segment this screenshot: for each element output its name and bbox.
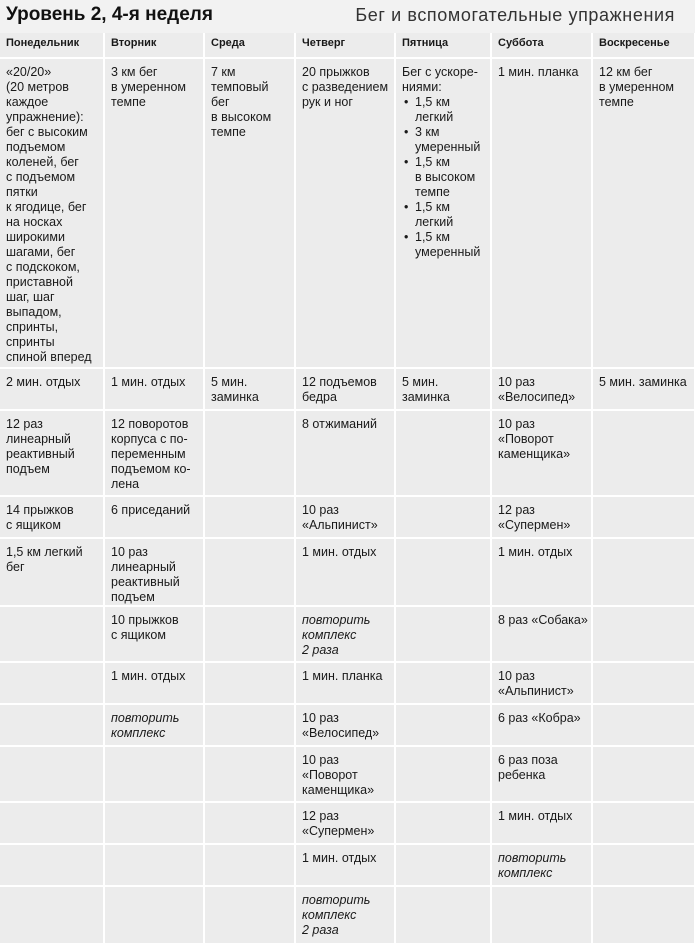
cell-text: повторить комплекс 2 раза	[302, 893, 371, 937]
cell-text: повторить комплекс 2 раза	[302, 613, 371, 657]
table-cell	[592, 368, 695, 410]
table-cell	[0, 886, 104, 944]
table-row	[0, 662, 695, 704]
table-cell	[204, 886, 295, 944]
column-header: Суббота	[491, 33, 592, 58]
table-cell	[0, 802, 104, 844]
table-row	[0, 844, 695, 886]
column-header: Понедельник	[0, 33, 104, 58]
table-cell	[104, 746, 204, 802]
page-title: Уровень 2, 4-я неделя	[6, 4, 213, 25]
table-cell	[0, 746, 104, 802]
table-cell	[104, 606, 204, 662]
table-cell	[592, 746, 695, 802]
table-cell	[592, 704, 695, 746]
table-cell	[592, 886, 695, 944]
table-cell	[204, 746, 295, 802]
table-cell	[104, 662, 204, 704]
table-row	[0, 496, 695, 538]
table-cell	[104, 538, 204, 606]
table-cell	[104, 58, 204, 368]
cell-text: 1,5 км легкий бег	[6, 545, 83, 574]
table-cell	[592, 58, 695, 368]
table-cell	[491, 496, 592, 538]
interval-item: • 1,5 км умеренный	[402, 230, 490, 260]
weekly-plan-table	[0, 33, 695, 945]
header-row	[0, 33, 695, 58]
table-cell	[491, 844, 592, 886]
table-cell	[592, 802, 695, 844]
cell-text: 10 раз «Альпинист»	[498, 669, 574, 698]
table-cell	[491, 58, 592, 368]
cell-text: повторить комплекс	[498, 851, 567, 880]
table-cell	[395, 704, 491, 746]
table-cell	[295, 802, 395, 844]
cell-text: 2 мин. отдых	[6, 375, 81, 389]
table-cell	[592, 538, 695, 606]
cell-text: 10 раз «Поворот каменщика»	[302, 753, 375, 797]
cell-text: 6 приседаний	[111, 503, 191, 517]
column-header: Среда	[204, 33, 295, 58]
cell-text: 5 мин. заминка	[599, 375, 687, 389]
table-cell	[295, 746, 395, 802]
table-cell	[104, 368, 204, 410]
cell-text: 8 отжиманий	[302, 417, 377, 431]
table-cell	[295, 58, 395, 368]
cell-text: 1 мин. планка	[302, 669, 383, 683]
cell-text: 1 мин. планка	[498, 65, 579, 79]
table-cell	[295, 886, 395, 944]
cell-text: 12 раз «Супермен»	[498, 503, 571, 532]
table-cell	[0, 606, 104, 662]
table-cell	[0, 662, 104, 704]
table-cell	[0, 844, 104, 886]
table-body	[0, 58, 695, 944]
table-cell	[295, 538, 395, 606]
table-cell	[491, 802, 592, 844]
table-row	[0, 368, 695, 410]
table-cell	[204, 662, 295, 704]
column-header: Вторник	[104, 33, 204, 58]
table-cell	[204, 496, 295, 538]
table-cell	[491, 538, 592, 606]
table-row	[0, 704, 695, 746]
table-cell	[104, 496, 204, 538]
cell-text: 1 мин. отдых	[498, 545, 573, 559]
cell-text: 10 раз «Велосипед»	[498, 375, 576, 404]
table-cell	[295, 368, 395, 410]
cell-text: 12 раз линеарный реактивный подъем	[6, 417, 75, 476]
table-cell	[395, 496, 491, 538]
table-cell	[295, 606, 395, 662]
table-cell	[0, 704, 104, 746]
table-cell	[491, 410, 592, 496]
page-header	[0, 0, 695, 33]
cell-text: 3 км бег в умеренном темпе	[111, 65, 187, 109]
cell-text: 1 мин. отдых	[498, 809, 573, 823]
cell-text: Бег с ускоре- ниями:	[402, 65, 478, 94]
table-cell	[204, 704, 295, 746]
cell-text: 14 прыжков с ящиком	[6, 503, 74, 532]
table-row	[0, 886, 695, 944]
table-cell	[491, 662, 592, 704]
table-cell	[0, 368, 104, 410]
cell-text: 1 мин. отдых	[111, 669, 186, 683]
table-cell	[491, 704, 592, 746]
column-header: Воскресенье	[592, 33, 695, 58]
table-cell	[491, 606, 592, 662]
table-cell	[395, 606, 491, 662]
cell-text: 8 раз «Собака»	[498, 613, 588, 627]
table-cell	[104, 886, 204, 944]
table-row	[0, 58, 695, 368]
interval-item: • 1,5 км легкий	[402, 95, 490, 125]
table-row	[0, 802, 695, 844]
table-cell	[204, 606, 295, 662]
cell-text: повторить комплекс	[111, 711, 180, 740]
table-cell	[592, 662, 695, 704]
table-cell	[295, 410, 395, 496]
cell-text: 6 раз «Кобра»	[498, 711, 581, 725]
table-row	[0, 410, 695, 496]
cell-text: 12 км бег в умеренном темпе	[599, 65, 675, 109]
table-cell	[395, 368, 491, 410]
table-cell	[491, 368, 592, 410]
cell-text: 5 мин. заминка	[211, 375, 259, 404]
table-cell	[204, 58, 295, 368]
table-cell	[395, 410, 491, 496]
table-row	[0, 606, 695, 662]
table-cell	[395, 662, 491, 704]
table-cell	[0, 410, 104, 496]
cell-text: «20/20» (20 метров каждое упражнение): бег с высоким подъемом коленей, бег с подъемом пятки к ягодице, бег на носках широкими шагами, бег с подскоком, приставной шаг, шаг выпадом, спринты, спринты спиной вперед	[6, 65, 92, 364]
cell-text: 5 мин. заминка	[402, 375, 450, 404]
table-cell	[395, 886, 491, 944]
table-cell	[592, 410, 695, 496]
cell-text: 10 раз «Поворот каменщика»	[498, 417, 571, 461]
cell-text: 12 раз «Супермен»	[302, 809, 375, 838]
cell-text: 6 раз поза ребенка	[498, 753, 558, 782]
cell-text: 1 мин. отдых	[302, 545, 377, 559]
table-cell	[0, 58, 104, 368]
table-cell	[204, 538, 295, 606]
cell-text: 1 мин. отдых	[111, 375, 186, 389]
table-row	[0, 746, 695, 802]
table-cell	[295, 844, 395, 886]
table-cell	[295, 496, 395, 538]
table-cell	[0, 496, 104, 538]
interval-item: • 3 км умеренный	[402, 125, 490, 155]
cell-text: 12 подъемов бедра	[302, 375, 377, 404]
table-cell	[395, 844, 491, 886]
cell-text: 7 км темповый бег в высоком темпе	[211, 65, 272, 139]
table-cell	[204, 368, 295, 410]
table-cell	[295, 704, 395, 746]
table-cell	[592, 844, 695, 886]
table-cell	[0, 538, 104, 606]
table-cell	[491, 886, 592, 944]
cell-text: 12 поворотов корпуса с по- переменным подъемом ко- лена	[111, 417, 191, 491]
interval-list	[402, 95, 490, 260]
cell-text: 1 мин. отдых	[302, 851, 377, 865]
cell-text: 10 прыжков с ящиком	[111, 613, 179, 642]
table-cell	[104, 704, 204, 746]
column-header: Пятница	[395, 33, 491, 58]
cell-text: 10 раз «Велосипед»	[302, 711, 380, 740]
table-cell	[104, 844, 204, 886]
column-header: Четверг	[295, 33, 395, 58]
table-cell	[395, 58, 491, 368]
table-cell	[395, 802, 491, 844]
interval-item: • 1,5 км легкий	[402, 200, 490, 230]
table-cell	[592, 606, 695, 662]
cell-text: 20 прыжков с разведением рук и ног	[302, 65, 389, 109]
table-cell	[592, 496, 695, 538]
table-cell	[491, 746, 592, 802]
cell-text: 10 раз «Альпинист»	[302, 503, 378, 532]
table-cell	[204, 410, 295, 496]
table-cell	[204, 844, 295, 886]
page-subtitle: Бег и вспомогательные упражнения	[355, 5, 675, 25]
interval-item: • 1,5 км в высоком темпе	[402, 155, 490, 200]
cell-text: 10 раз линеарный реактивный подъем	[111, 545, 180, 604]
table-cell	[104, 410, 204, 496]
table-cell	[104, 802, 204, 844]
table-cell	[204, 802, 295, 844]
table-row	[0, 538, 695, 606]
table-cell	[295, 662, 395, 704]
table-cell	[395, 746, 491, 802]
table-cell	[395, 538, 491, 606]
